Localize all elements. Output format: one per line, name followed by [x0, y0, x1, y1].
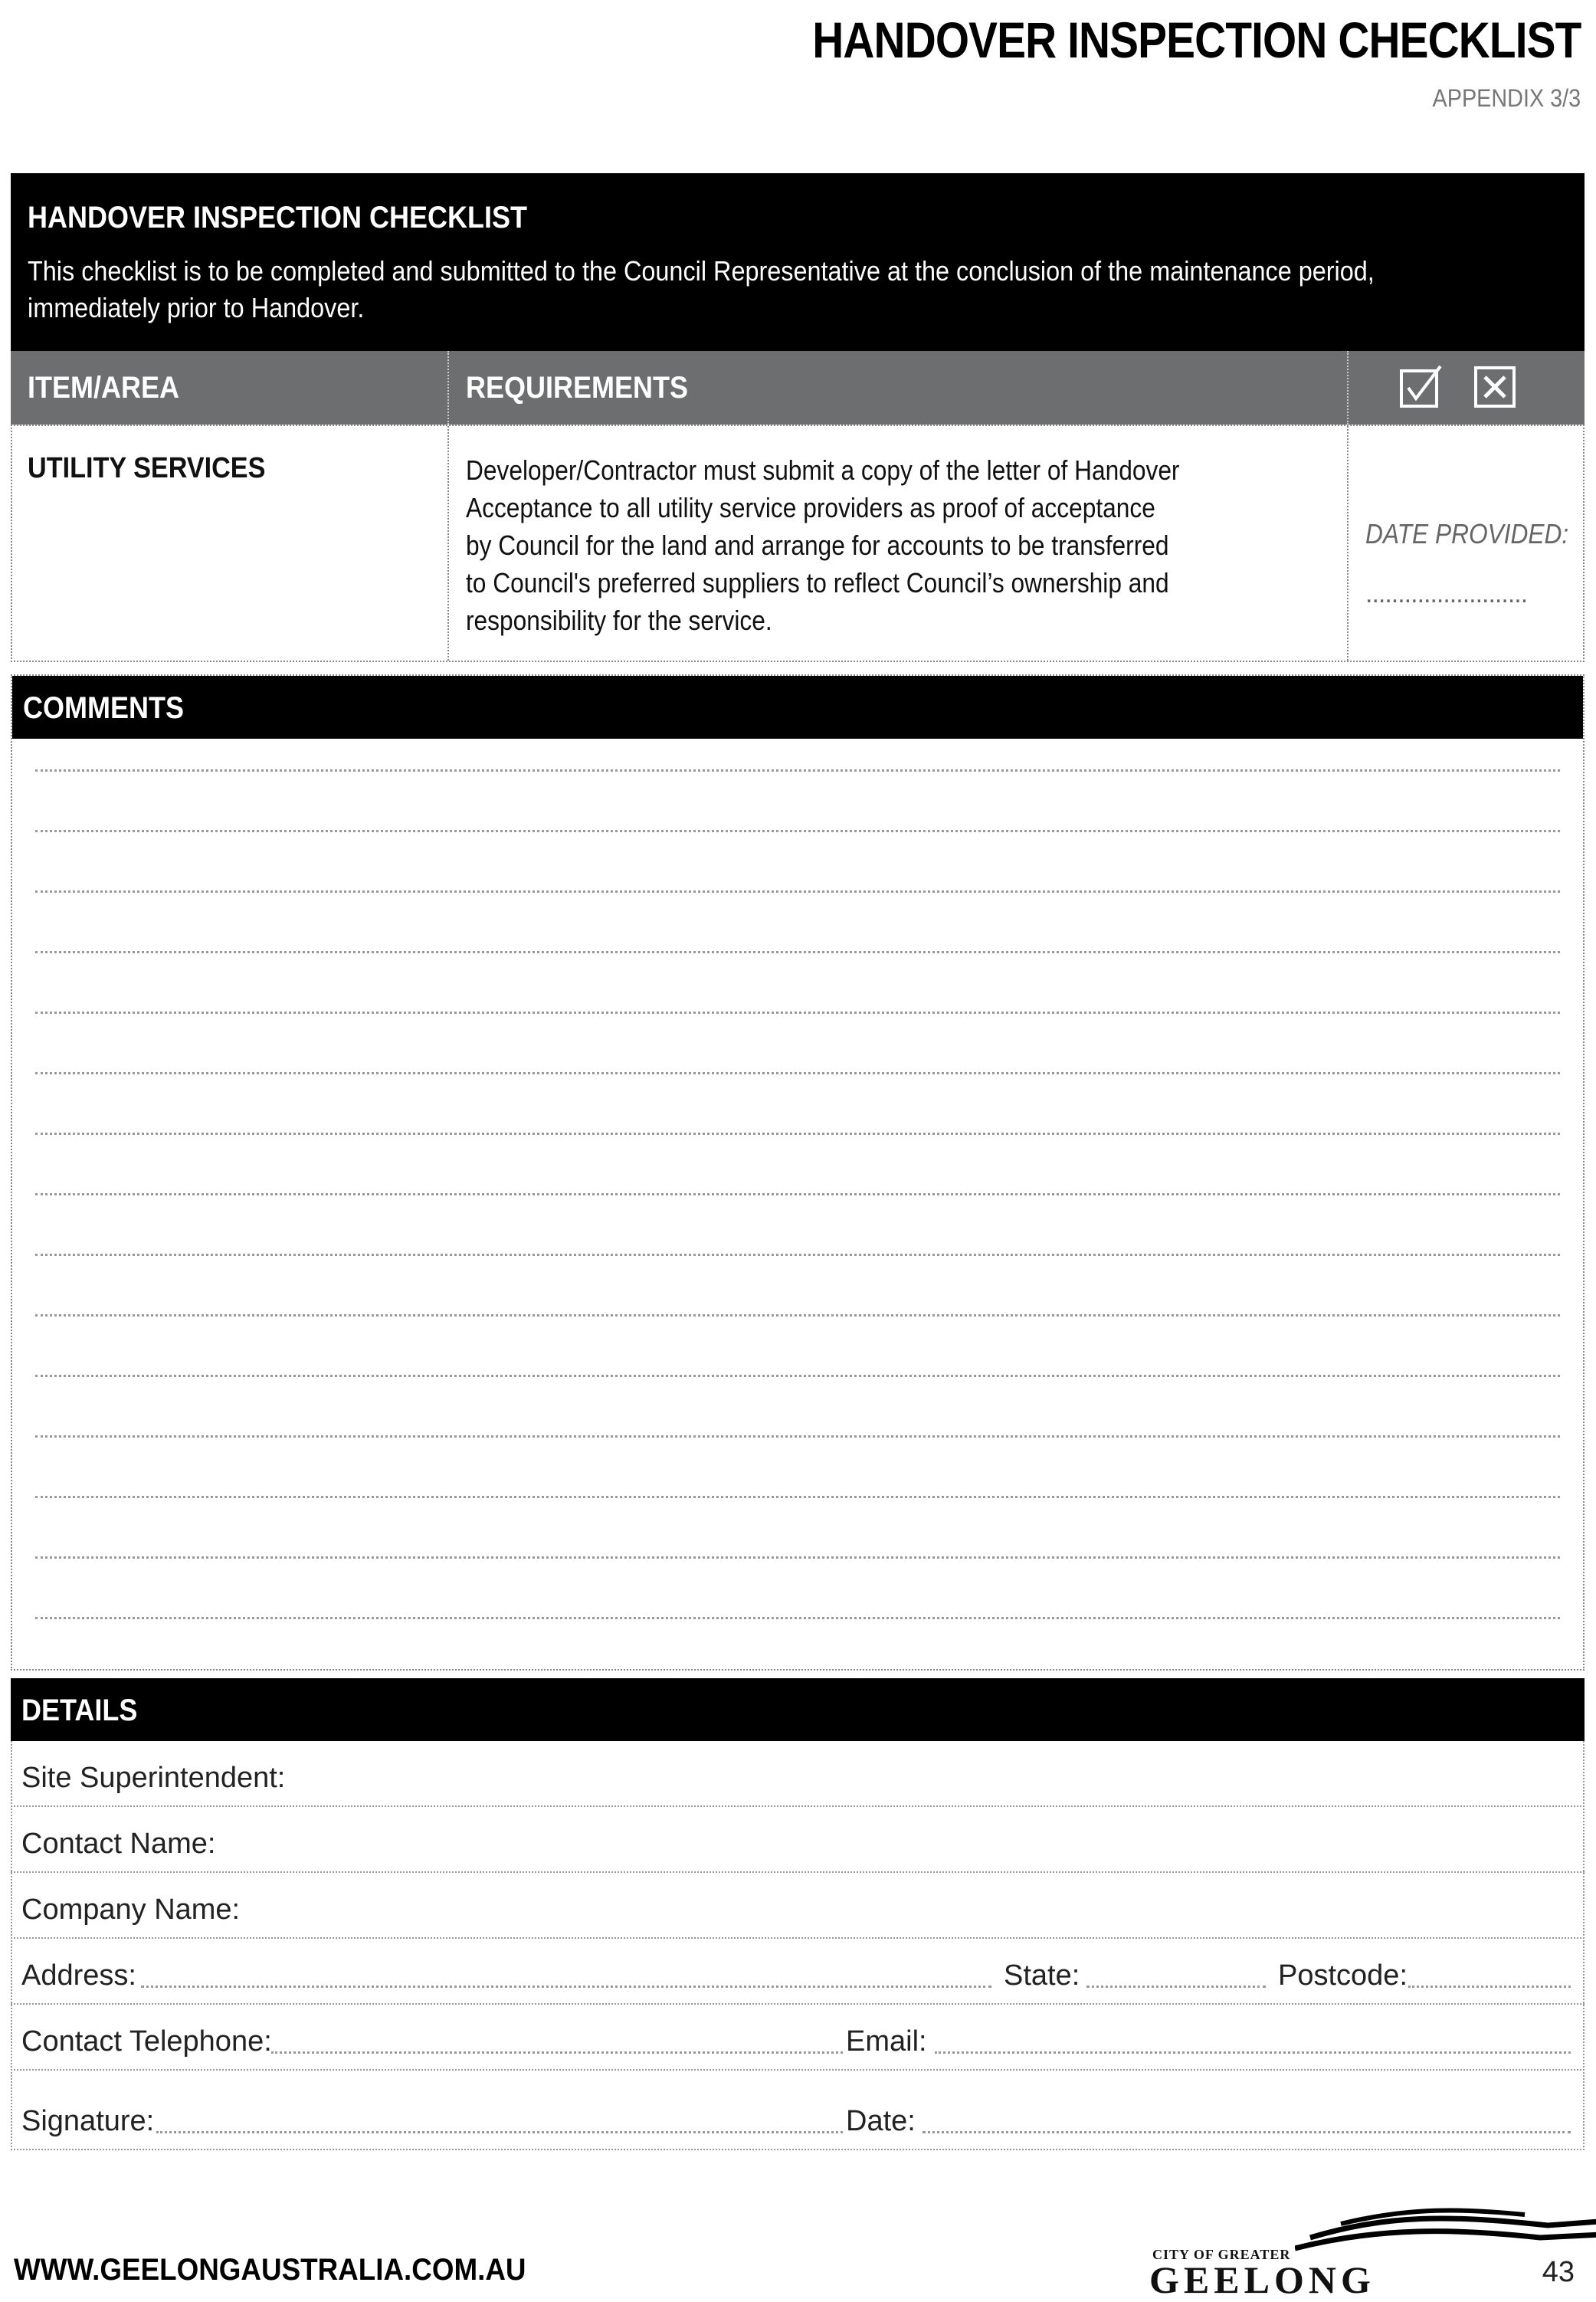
intro-text-line2: immediately prior to Handover. [28, 292, 365, 323]
comments-header [12, 676, 1583, 739]
col-divider [1347, 351, 1349, 425]
comment-line[interactable] [35, 1012, 1560, 1014]
comment-line[interactable] [35, 1314, 1560, 1317]
requirement-line: Developer/Contractor must submit a copy of the letter of Handover [466, 454, 1180, 486]
comment-line[interactable] [35, 890, 1560, 893]
requirement-line: Acceptance to all utility service providers as proof of acceptance [466, 492, 1155, 523]
intro-text-line1: This checklist is to be completed and submitted to the Council Representative at the conclusion of the maintenance period, [28, 255, 1375, 287]
site-superintendent-label: Site Superintendent: [21, 1762, 286, 1794]
requirement-line: by Council for the land and arrange for accounts to be transferred [466, 530, 1169, 561]
comments-section [11, 674, 1585, 1671]
signature-label: Signature: [21, 2105, 155, 2137]
state-label: State: [1004, 1959, 1080, 1992]
comment-line[interactable] [35, 1496, 1560, 1498]
footer-url[interactable]: WWW.GEELONGAUSTRALIA.COM.AU [14, 2253, 526, 2287]
page-number: 43 [1542, 2256, 1575, 2288]
comments-heading: COMMENTS [23, 691, 184, 725]
comment-line[interactable] [35, 1193, 1560, 1195]
comment-line[interactable] [35, 1072, 1560, 1074]
col-divider [447, 351, 449, 425]
postcode-label: Postcode: [1278, 1959, 1408, 1992]
check-box-icon [1399, 365, 1444, 409]
email-label: Email: [846, 2025, 927, 2058]
page-title: HANDOVER INSPECTION CHECKLIST [811, 11, 1581, 68]
table-row [11, 425, 1585, 662]
comment-line[interactable] [35, 769, 1560, 772]
date-provided-field[interactable]: ......................... [1365, 579, 1528, 608]
comment-line[interactable] [35, 1375, 1560, 1377]
requirement-line: to Council's preferred suppliers to reflect Council’s ownership and [466, 567, 1169, 598]
comment-line[interactable] [35, 1617, 1560, 1619]
date-label: Date: [846, 2105, 916, 2137]
comment-line[interactable] [35, 1435, 1560, 1438]
row-divider [1347, 426, 1349, 661]
comment-line[interactable] [35, 830, 1560, 832]
appendix-label: APPENDIX 3/3 [1432, 84, 1581, 112]
row-divider [447, 426, 449, 661]
address-label: Address: [21, 1959, 136, 1992]
logo-text-top: CITY OF GREATER [1152, 2247, 1291, 2262]
intro-heading: HANDOVER INSPECTION CHECKLIST [28, 201, 528, 234]
details-box-border [11, 1741, 1585, 2150]
details-header [11, 1678, 1585, 1741]
contact-telephone-label: Contact Telephone: [21, 2025, 272, 2058]
wave-logo-icon [1295, 2207, 1596, 2253]
date-provided-label: DATE PROVIDED: [1365, 518, 1569, 549]
geelong-logo [1149, 2207, 1586, 2301]
details-heading: DETAILS [21, 1694, 138, 1727]
company-name-label: Company Name: [21, 1894, 241, 1926]
comment-line[interactable] [35, 951, 1560, 953]
cross-box-icon [1473, 365, 1517, 409]
col-header-requirements: REQUIREMENTS [466, 371, 689, 405]
comment-line[interactable] [35, 1556, 1560, 1559]
comment-line[interactable] [35, 1133, 1560, 1135]
requirement-line: responsibility for the service. [466, 605, 772, 636]
table-header [11, 351, 1585, 425]
logo-text-name: GEELONG [1149, 2258, 1375, 2301]
row-item-label: UTILITY SERVICES [28, 452, 266, 484]
comment-line[interactable] [35, 1254, 1560, 1256]
intro-panel [11, 173, 1585, 351]
col-header-item: ITEM/AREA [28, 371, 179, 405]
contact-name-label: Contact Name: [21, 1828, 216, 1860]
